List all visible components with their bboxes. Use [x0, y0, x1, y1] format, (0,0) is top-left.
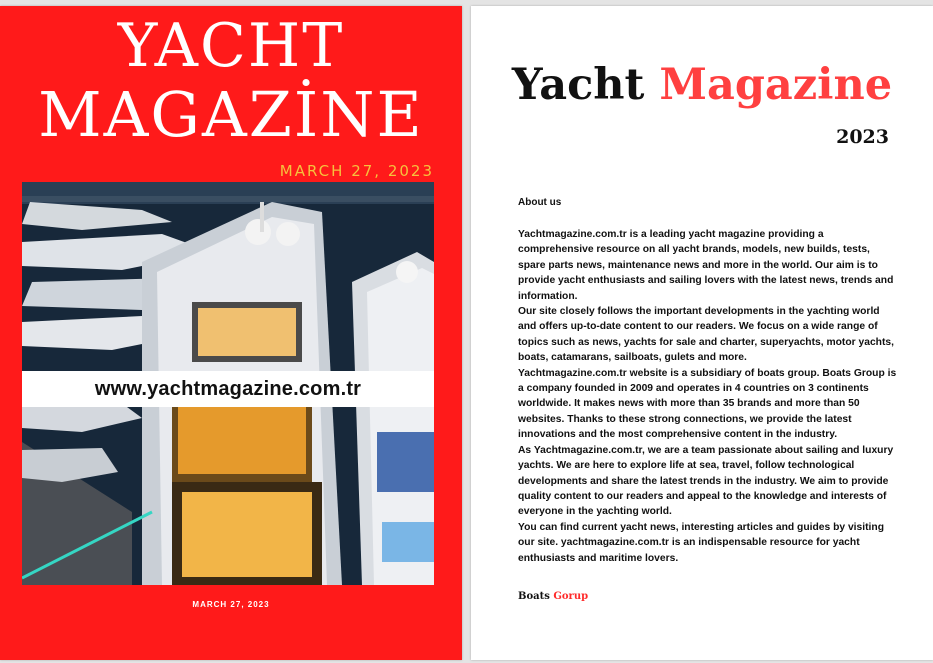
- about-paragraph: As Yachtmagazine.com.tr, we are a team passionate about sailing and luxury yachts. We are here to explore life at sea, travel, follow technological developments and share the latest trends in the industry. We aim to provide quality content to our readers and appeal to the knowledge and interests of everyone in the yachting world.: [518, 444, 894, 518]
- cover-title-line2: MAGAZİNE: [38, 78, 424, 151]
- about-body: [518, 227, 898, 566]
- magazine-title-word1: Yacht: [511, 60, 645, 110]
- cover-photo-yachts: [22, 182, 434, 585]
- signature: [518, 591, 588, 602]
- magazine-title: [471, 60, 933, 110]
- about-heading: About us: [518, 197, 562, 208]
- signature-word1: Boats: [518, 591, 550, 602]
- cover-footer-date: MARCH 27, 2023: [192, 600, 270, 609]
- magazine-year: 2023: [836, 126, 889, 148]
- magazine-cover-page: [0, 6, 462, 660]
- cover-url-banner: www.yachtmagazine.com.tr: [22, 371, 434, 407]
- signature-word2: Gorup: [553, 591, 589, 602]
- about-paragraph: Yachtmagazine.com.tr is a leading yacht magazine providing a comprehensive resource on all yacht brands, models, new builds, tests, spare parts news, maintenance news and more in the world. Our aim is to provide yacht enthusiasts and sailing lovers with the latest news, trends and information.: [518, 229, 894, 302]
- cover-title-line1: YACHT: [117, 11, 345, 81]
- magazine-title-word2: Magazine: [659, 60, 893, 110]
- about-paragraph: Yachtmagazine.com.tr website is a subsidiary of boats group. Boats Group is a company founded in 2009 and operates in 4 countries on 3 continents worldwide. It makes news with more than 35 brands and more than 50 websites. Thanks to these strong connections, we provide the latest innovations and the most comprehensive content in the industry.: [518, 367, 897, 441]
- about-paragraph: Our site closely follows the important developments in the yachting world and offers up-to-date content to our readers. We focus on a wide range of topics such as news, yachts for sale and charter, superyachts, motor yachts, boats, catamarans, sailboats, gulets and more.: [518, 306, 894, 364]
- cover-date: MARCH 27, 2023: [279, 162, 434, 180]
- about-paragraph: You can find current yacht news, interesting articles and guides by visiting our site. yachtmagazine.com.tr is an indispensable resource for yacht enthusiasts and maritime lovers.: [518, 521, 885, 564]
- about-page: [471, 6, 933, 660]
